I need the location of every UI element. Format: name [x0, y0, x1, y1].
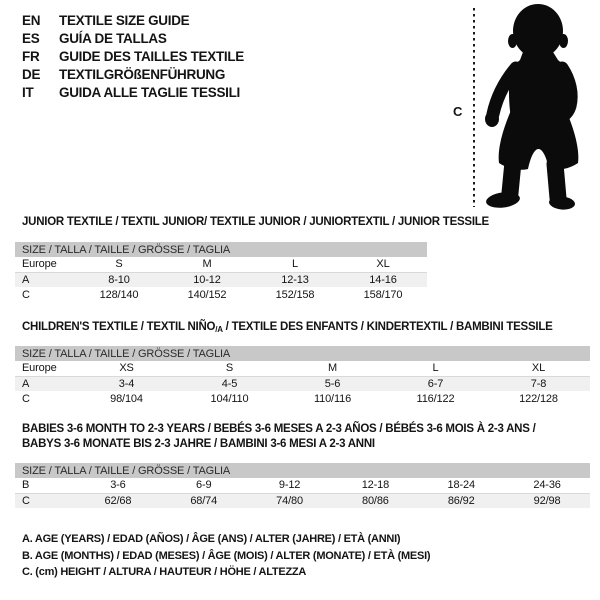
- row-label: A: [22, 273, 30, 286]
- table-row: [15, 287, 427, 302]
- table-row: [15, 493, 590, 508]
- size-cell: L: [251, 257, 339, 272]
- language-code: EN: [22, 12, 41, 28]
- size-cell: 92/98: [533, 494, 561, 507]
- footnotes-block: [22, 531, 430, 581]
- size-cell: M: [281, 361, 384, 376]
- row-label: C: [22, 494, 30, 507]
- babies-table-title: [22, 422, 536, 452]
- language-code: DE: [22, 66, 41, 82]
- language-row: [22, 47, 244, 65]
- babies-size-table: [15, 463, 590, 508]
- size-cell: 4-5: [221, 377, 238, 390]
- language-code: IT: [22, 84, 34, 100]
- size-cell: 104/110: [210, 392, 249, 405]
- size-cell: XL: [487, 361, 590, 376]
- table-row: [15, 361, 590, 376]
- size-cell: 62/68: [104, 494, 132, 507]
- baby-silhouette-icon: [482, 2, 596, 210]
- row-label: C: [22, 288, 30, 301]
- footnote: A. AGE (YEARS) / EDAD (AÑOS) / ÂGE (ANS) / ALTER (JAHRE) / ETÀ (ANNI): [22, 533, 401, 545]
- language-title: GUIDA ALLE TAGLIE TESSILI: [59, 84, 240, 100]
- language-title: TEXTILGRÖßENFÜHRUNG: [59, 66, 226, 82]
- size-cell: 12-13: [281, 273, 309, 286]
- size-cell: 86/92: [447, 494, 475, 507]
- size-cell: 68/74: [190, 494, 218, 507]
- size-cell: 152/158: [275, 288, 315, 301]
- size-cell: 8-10: [108, 273, 130, 286]
- language-title-block: [22, 11, 244, 101]
- size-cell: 80/86: [362, 494, 389, 507]
- children-table-title-text: CHILDREN'S TEXTILE / TEXTIL NIÑO: [22, 321, 216, 333]
- size-cell: M: [163, 257, 251, 272]
- junior-table-title: JUNIOR TEXTILE / TEXTIL JUNIOR/ TEXTILE JUNIOR / JUNIORTEXTIL / JUNIOR TESSILE: [22, 216, 489, 228]
- size-cell: 5-6: [324, 377, 341, 390]
- language-title: GUIDE DES TAILLES TEXTILE: [59, 48, 245, 64]
- row-label: C: [22, 392, 30, 405]
- language-row: [22, 11, 244, 29]
- size-cell: 3-4: [118, 377, 135, 390]
- size-cell: S: [178, 361, 281, 376]
- height-measure-label: C: [453, 104, 463, 119]
- table-row: [15, 391, 590, 406]
- row-label: A: [22, 377, 30, 390]
- language-row: [22, 83, 244, 101]
- children-table-title: [22, 320, 553, 337]
- size-cell: 24-36: [504, 478, 590, 493]
- language-code: FR: [22, 48, 40, 64]
- size-cell: XL: [339, 257, 427, 272]
- language-code: ES: [22, 30, 40, 46]
- row-label: B: [15, 478, 75, 493]
- table-row: [15, 376, 590, 391]
- size-cell: 7-8: [530, 377, 547, 390]
- size-cell: 98/104: [110, 392, 143, 405]
- size-cell: L: [384, 361, 487, 376]
- babies-table-title-line2: BABYS 3-6 MONATE BIS 2-3 JAHRE / BAMBINI 3-6 MESI A 2-3 ANNI: [22, 438, 375, 450]
- size-cell: 116/122: [416, 392, 455, 405]
- table-row: [15, 257, 427, 272]
- size-cell: 6-9: [161, 478, 247, 493]
- language-title: TEXTILE SIZE GUIDE: [59, 12, 190, 28]
- footnote: C. (cm) HEIGHT / ALTURA / HAUTEUR / HÖHE / ALTEZZA: [22, 566, 307, 578]
- size-cell: 110/116: [313, 392, 352, 405]
- junior-size-table: [15, 242, 427, 302]
- language-row: [22, 65, 244, 83]
- children-size-table: [15, 346, 590, 406]
- size-cell: 9-12: [247, 478, 333, 493]
- size-cell: 6-7: [427, 377, 444, 390]
- size-cell: 122/128: [519, 392, 558, 405]
- size-cell: XS: [75, 361, 178, 376]
- row-label: Europe: [15, 257, 75, 272]
- babies-table-title-line1: BABIES 3-6 MONTH TO 2-3 YEARS / BEBÉS 3-6 MESES A 2-3 AÑOS / BÉBÉS 3-6 MOIS À 2-3 ANS /: [22, 423, 536, 435]
- size-cell: 3-6: [75, 478, 161, 493]
- size-cell: 140/152: [187, 288, 227, 301]
- size-cell: 10-12: [193, 273, 221, 286]
- language-row: [22, 29, 244, 47]
- table-row: [15, 272, 427, 287]
- footnote: B. AGE (MONTHS) / EDAD (MESES) / ÂGE (MOIS) / ALTER (MONATE) / ETÀ (MESI): [22, 549, 431, 562]
- table-row: [15, 478, 590, 493]
- language-title: GUÍA DE TALLAS: [59, 30, 167, 46]
- size-cell: 18-24: [418, 478, 504, 493]
- size-cell: S: [75, 257, 163, 272]
- size-cell: 128/140: [99, 288, 139, 301]
- children-table-title-subscript: /A: [215, 325, 223, 334]
- children-table-title-text: / TEXTILE DES ENFANTS / KINDERTEXTIL / BAMBINI TESSILE: [222, 321, 553, 333]
- size-header-bar: SIZE / TALLA / TAILLE / GRÖSSE / TAGLIA: [15, 346, 590, 361]
- row-label: Europe: [15, 361, 75, 376]
- baby-figure: [450, 2, 598, 214]
- size-header-bar: SIZE / TALLA / TAILLE / GRÖSSE / TAGLIA: [15, 242, 427, 257]
- height-measure-dotted-line: [473, 8, 475, 207]
- size-cell: 74/80: [276, 494, 303, 507]
- size-header-bar: SIZE / TALLA / TAILLE / GRÖSSE / TAGLIA: [15, 463, 590, 478]
- size-cell: 12-18: [332, 478, 418, 493]
- size-cell: 14-16: [369, 273, 397, 286]
- size-cell: 158/170: [363, 288, 403, 301]
